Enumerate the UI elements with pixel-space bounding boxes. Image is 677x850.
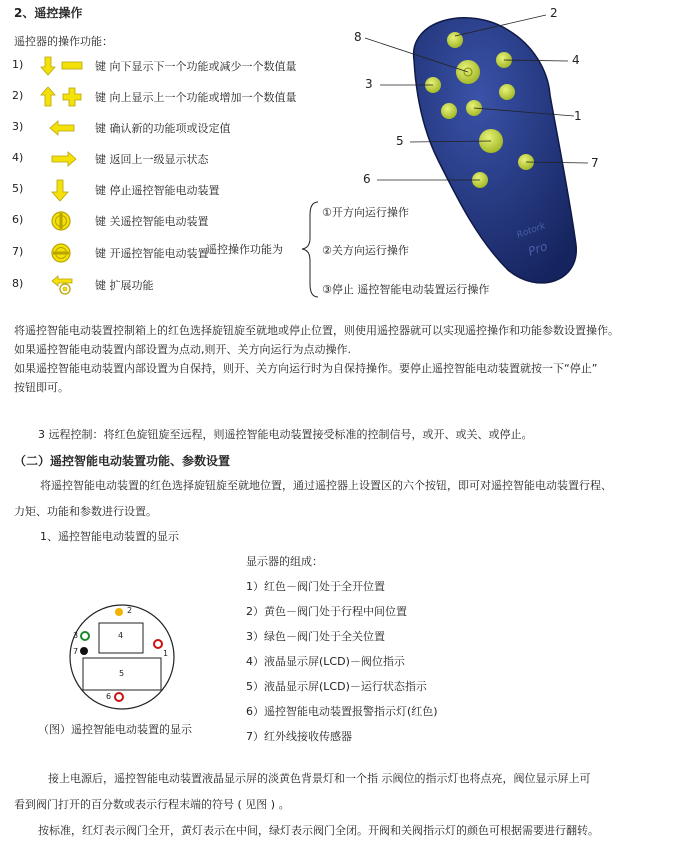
key-number: 1) <box>12 58 24 71</box>
callout-label: 6 <box>363 172 371 186</box>
callout-label: 2 <box>550 6 558 20</box>
display-item: 1）红色－阀门处于全开位置 <box>246 580 385 593</box>
display-item: 2）黄色－阀门处于行程中间位置 <box>246 605 407 618</box>
paragraph-line: 看到阀门打开的百分数或表示行程末端的符号 ( 见图 ) 。 <box>14 798 290 811</box>
right-arrow-icon <box>48 148 78 170</box>
dial-label: 4 <box>118 631 124 640</box>
key-description: 键 向下显示下一个功能或减少一个数值量 <box>95 60 297 73</box>
key-description: 键 开遥控智能电动装置 <box>95 247 209 260</box>
display-item: 6）遥控智能电动装置报警指示灯(红色) <box>246 705 438 718</box>
key-number: 7) <box>12 245 24 258</box>
key-number: 5) <box>12 182 24 195</box>
key-row-4 <box>12 148 332 170</box>
display-diagram <box>65 603 180 711</box>
key-row-2 <box>12 86 332 108</box>
callout-label: 3 <box>365 77 373 91</box>
key-row-6 <box>12 210 332 232</box>
dial-label: 3 <box>73 631 79 640</box>
key-number: 3) <box>12 120 24 133</box>
paragraph-line: 按钮即可。 <box>14 381 69 394</box>
key-row-7 <box>12 242 332 264</box>
key-number: 2) <box>12 89 24 102</box>
down-arrow-and-minus-icon <box>40 55 88 77</box>
callout-label: 4 <box>572 53 580 67</box>
dial-label: 7 <box>73 647 79 656</box>
dial-label: 5 <box>119 669 125 678</box>
callout-label: 7 <box>591 156 599 170</box>
display-item: 3）绿色－阀门处于全关位置 <box>246 630 385 643</box>
figure-caption: （图）遥控智能电动装置的显示 <box>38 723 192 736</box>
remote-op-3: ③停止 遥控智能电动装置运行操作 <box>322 283 490 296</box>
remote-control-image <box>318 0 677 305</box>
dial-label: 2 <box>127 606 133 615</box>
key-description: 键 扩展功能 <box>95 279 154 292</box>
callout-label: 1 <box>574 109 582 123</box>
dial-label: 6 <box>106 692 112 701</box>
circle-horizontal-bar-icon <box>50 242 72 264</box>
key-number: 6) <box>12 213 24 226</box>
up-arrow-and-plus-icon <box>40 86 88 108</box>
remote-control-illustration <box>318 0 677 305</box>
brace-icon <box>300 200 322 300</box>
circle-vertical-bar-icon <box>50 210 72 232</box>
display-components-title: 显示器的组成： <box>246 555 323 568</box>
paragraph-line: 接上电源后，遥控智能电动装置液晶显示屏的淡黄色背景灯和一个指 示阀位的指示灯也将点亮，阀位显示屏上可 <box>48 772 591 785</box>
extension-icon <box>48 274 78 296</box>
display-item: 7）红外线接收传感器 <box>246 730 352 743</box>
intro-text: 遥控器的操作功能： <box>14 35 113 48</box>
callout-label: 8 <box>354 30 362 44</box>
key-description: 键 向上显示上一个功能或增加一个数值量 <box>95 91 297 104</box>
section-2-title: （二）遥控智能电动装置功能、参数设置 <box>14 454 231 468</box>
key-row-1 <box>12 55 332 77</box>
key-number: 8) <box>12 277 24 290</box>
key-number: 4) <box>12 151 24 164</box>
key-description: 键 停止遥控智能电动装置 <box>95 184 220 197</box>
left-arrow-icon <box>48 117 78 139</box>
down-arrow-icon <box>50 179 72 203</box>
key-row-8 <box>12 274 332 296</box>
key-row-3 <box>12 117 332 139</box>
paragraph-line: 如果遥控智能电动装置内部设置为点动,则开、关方向运行为点动操作. <box>14 343 351 356</box>
subheading: 1、遥控智能电动装置的显示 <box>40 530 179 543</box>
callout-label: 5 <box>396 134 404 148</box>
svg-text:Rotork: Rotork <box>515 221 547 241</box>
display-item: 4）液晶显示屏(LCD)－阀位指示 <box>246 655 405 668</box>
key-description: 键 确认新的功能项或设定值 <box>95 122 231 135</box>
remote-op-2: ②关方向运行操作 <box>322 244 409 257</box>
paragraph-line: 将遥控智能电动装置控制箱上的红色选择旋钮旋至就地或停止位置，则使用遥控器就可以实现遥控操作和功能参数设置操作。 <box>14 324 619 337</box>
paragraph-line: 将遥控智能电动装置的红色选择旋钮旋至就地位置，通过遥控器上设置区的六个按钮，即可对遥控智能电动装置行程、 <box>40 479 612 492</box>
dial-label: 1 <box>163 649 169 658</box>
paragraph-line: 力矩、功能和参数进行设置。 <box>14 505 157 518</box>
remote-ops-label: 遥控操作功能为 <box>206 243 283 256</box>
paragraph-line: 按标准，红灯表示阀门全开，黄灯表示在中间，绿灯表示阀门全闭。开阀和关阀指示灯的颜色可根据需要进行翻转。 <box>38 824 599 837</box>
key-description: 键 关遥控智能电动装置 <box>95 215 209 228</box>
remote-op-1: ①开方向运行操作 <box>322 206 409 219</box>
paragraph-remote-control: 3 远程控制：将红色旋钮旋至远程，则遥控智能电动装置接受标准的控制信号，或开、或关、或停止。 <box>38 428 533 441</box>
svg-text:Pro: Pro <box>526 238 550 259</box>
paragraph-line: 如果遥控智能电动装置内部设置为自保持，则开、关方向运行时为自保持操作。要停止遥控智能电动装置就按一下“停止” <box>14 362 598 375</box>
display-item: 5）液晶显示屏(LCD)－运行状态指示 <box>246 680 427 693</box>
section-title: 2、遥控操作 <box>14 6 83 20</box>
key-description: 键 返回上一级显示状态 <box>95 153 209 166</box>
key-row-5 <box>12 179 332 201</box>
